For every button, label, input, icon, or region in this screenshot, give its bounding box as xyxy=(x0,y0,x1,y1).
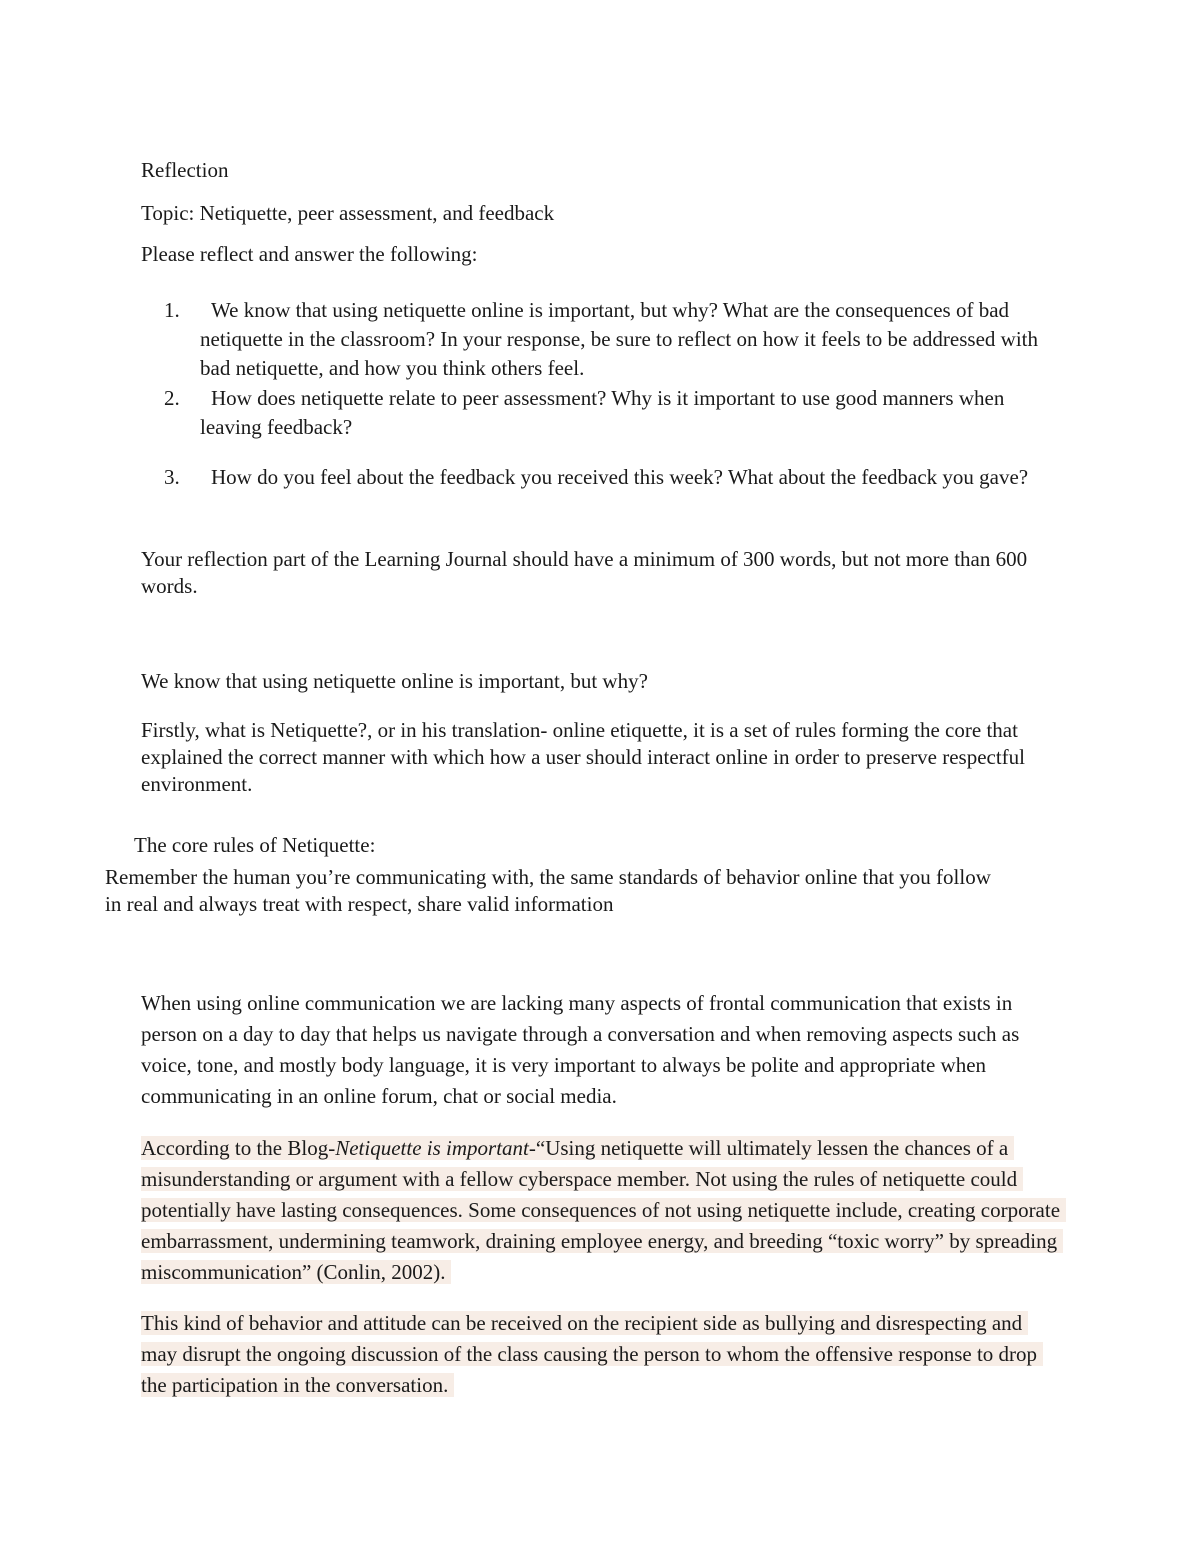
question-2-text: How does netiquette relate to peer assessment? Why is it important to use good manners when leaving feedback? xyxy=(200,386,1005,439)
prompt-line: Please reflect and answer the following: xyxy=(141,242,478,266)
question-3-text: How do you feel about the feedback you received this week? What about the feedback you gave? xyxy=(211,465,1029,489)
communication-paragraph: When using online communication we are lacking many aspects of frontal communication that exists in person on a day to day that helps us navigate through a conversation and when removing aspects such as voice, tone, and mostly body language, it is very important to always be polite and appropriate when communicating in an online forum, chat or social media. xyxy=(141,991,1020,1108)
quote-paragraph xyxy=(141,1133,1066,1288)
quote-text: -“Using netiquette will ultimately lessen the chances of a misunderstanding or argument with a fellow cyberspace member. Not using the rules of netiquette could potentially have lasting consequences. Some consequences of not using netiquette include, creating corporate embarrassment, undermining teamwork, draining employee energy, and breeding “toxic worry” by spreading miscommunication” (Conlin, 2002). xyxy=(141,1136,1061,1284)
topic-line: Topic: Netiquette, peer assessment, and feedback xyxy=(141,201,555,225)
core-rules-text: Remember the human you’re communicating with, the same standards of behavior online that you follow in real and always treat with respect, share valid information xyxy=(105,865,991,916)
core-rules-heading: The core rules of Netiquette: xyxy=(134,833,376,857)
question-1-number: 1. xyxy=(164,298,180,322)
question-2-number: 2. xyxy=(164,386,180,410)
quote-lead: According to the Blog- xyxy=(141,1136,336,1160)
closing-paragraph-text: This kind of behavior and attitude can be received on the recipient side as bullying and disrespecting and may disrupt the ongoing discussion of the class causing the person to whom the offensive response to drop the participation in the conversation. xyxy=(141,1311,1043,1397)
word-requirement: Your reflection part of the Learning Journal should have a minimum of 300 words, but not more than 600 words. xyxy=(141,547,1028,598)
answer-heading: We know that using netiquette online is important, but why? xyxy=(141,669,648,693)
question-1-text: We know that using netiquette online is important, but why? What are the consequences of bad netiquette in the classroom? In your response, be sure to reflect on how it feels to be addressed with bad netiquette, and how you think others feel. xyxy=(200,298,1039,380)
question-3-number: 3. xyxy=(164,465,180,489)
definition-paragraph: Firstly, what is Netiquette?, or in his translation- online etiquette, it is a set of rules forming the core that explained the correct manner with which how a user should interact online in order to preserve respectful environment. xyxy=(141,718,1026,796)
document-heading: Reflection xyxy=(141,158,229,182)
closing-paragraph xyxy=(141,1308,1041,1401)
quote-source-title: Netiquette is important xyxy=(335,1136,529,1160)
